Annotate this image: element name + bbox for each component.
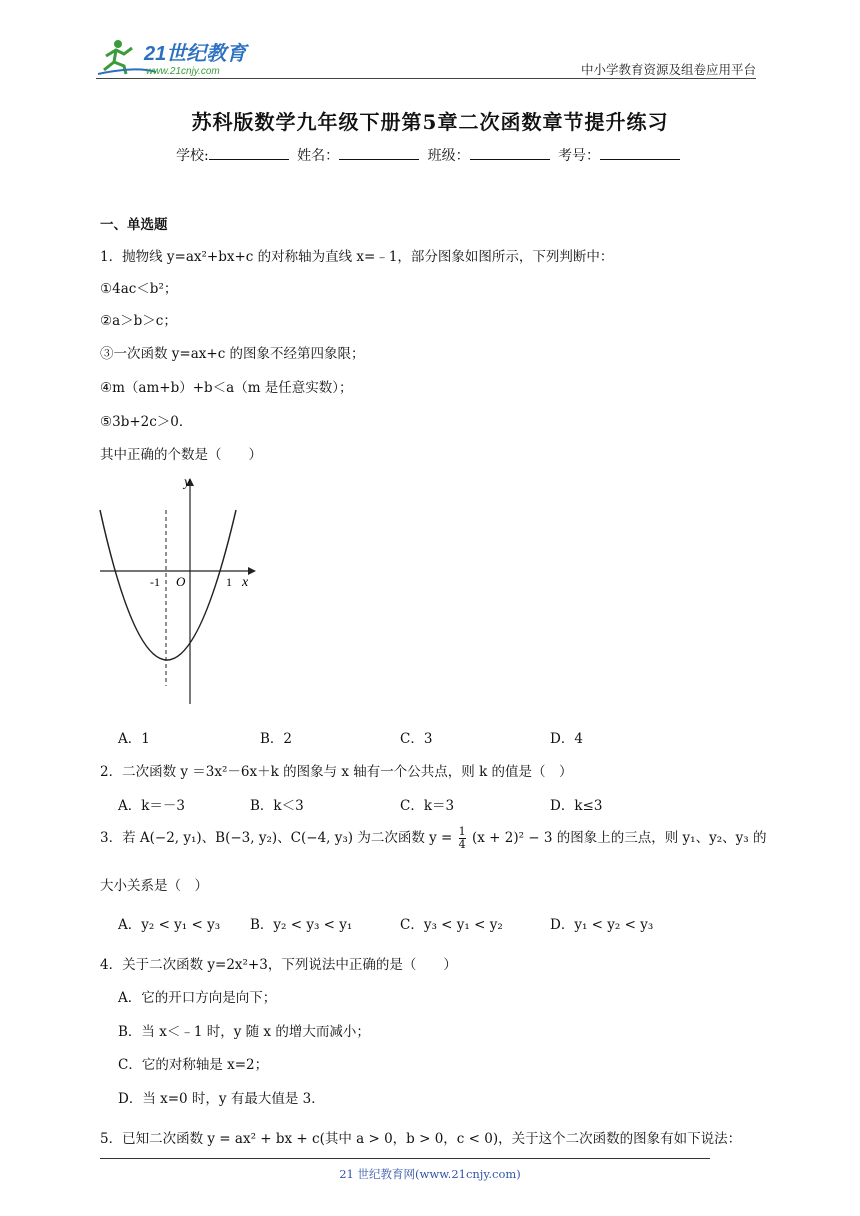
footer-divider [100,1158,710,1159]
y-axis-label: y [184,475,191,490]
q2-option-b[interactable]: B．k＜3 [250,798,304,814]
student-info [0,145,860,165]
name-blank[interactable] [339,146,419,160]
q3-fraction [459,826,466,851]
header-divider [96,78,756,79]
section-heading: 一、单选题 [100,217,168,233]
q4-option-c[interactable]: C．它的对称轴是 x=2； [118,1057,269,1073]
q4-option-b[interactable]: B．当 x＜﹣1 时，y 随 x 的增大而减小； [118,1024,370,1040]
q3-option-a[interactable]: A．y₂ < y₁ < y₃ [118,917,221,933]
x-axis-label: x [242,575,249,590]
platform-label: 中小学教育资源及组卷应用平台 [580,62,756,77]
class-blank[interactable] [470,146,550,160]
q1-option-b[interactable]: B．2 [260,731,293,747]
q3-frac-num: 1 [458,825,466,838]
q2-option-c[interactable]: C．k＝3 [400,798,455,814]
q1-ask: 其中正确的个数是（ ） [100,447,262,463]
q4-option-d[interactable]: D．当 x=0 时，y 有最大值是 3． [118,1091,325,1107]
school-blank[interactable] [209,146,289,160]
tick-label-1: 1 [226,575,232,589]
q1-option-a[interactable]: A．1 [118,731,150,747]
q2-stem: 2．二次函数 y ＝3x²－6x＋k 的图象与 x 轴有一个公共点，则 k 的值是（ ） [100,764,573,780]
q3-stem-b: (x + 2)² − 3 的图象上的三点，则 y₁、y₂、y₃ 的 [471,830,767,846]
q4-option-a[interactable]: A．它的开口方向是向下； [118,990,277,1006]
logo [96,36,256,80]
logo-wordmark: 21世纪教育 [144,43,247,65]
q2-option-d[interactable]: D．k≤3 [550,798,603,814]
tick-label-neg1: -1 [150,575,160,589]
exam-no-label: 考号： [558,148,601,164]
q3-stem-c: 大小关系是（ ） [100,878,208,894]
q3-stem-a: 3．若 A(−2, y₁)、B(−3, y₂)、C(−4, y₃) 为二次函数 y = [100,830,453,846]
q1-statement-4: ④m（am+b）+b＜a（m 是任意实数）； [100,380,353,396]
parabola-graph [96,470,256,706]
parabola-curve [100,510,236,660]
logo-url: www.21cnjy.com [146,66,220,77]
class-label: 班级： [427,148,470,164]
footer-link[interactable]: 21 世纪教育网(www.21cnjy.com) [339,1167,521,1181]
q1-statement-3: ③一次函数 y=ax+c 的图象不经第四象限； [100,346,365,362]
q1-option-c[interactable]: C．3 [400,731,433,747]
origin-label: O [176,574,186,589]
name-label: 姓名： [297,148,340,164]
q3-stem [100,826,766,851]
q4-stem: 4．关于二次函数 y=2x²+3，下列说法中正确的是（ ） [100,957,457,973]
q3-option-d[interactable]: D．y₁ < y₂ < y₃ [550,917,654,933]
school-label: 学校: [175,148,209,164]
q3-frac-den: 4 [458,838,466,851]
q1-statement-2: ②a＞b＞c； [100,313,177,329]
q3-option-c[interactable]: C．y₃ < y₁ < y₂ [400,917,503,933]
q1-option-d[interactable]: D．4 [550,731,583,747]
q5-stem: 5．已知二次函数 y = ax² + bx + c(其中 a > 0，b > 0，c < 0)，关于这个二次函数的图象有如下说法： [100,1131,742,1147]
q1-statement-5: ⑤3b+2c＞0． [100,414,193,430]
page-title: 苏科版数学九年级下册第5章二次函数章节提升练习 [191,110,669,134]
q1-statement-1: ①4ac＜b²； [100,281,178,297]
q2-option-a[interactable]: A．k＝－3 [118,798,186,814]
exam-no-blank[interactable] [600,146,680,160]
q1-stem: 1．抛物线 y=ax²+bx+c 的对称轴为直线 x=﹣1，部分图象如图所示，下列判断中： [100,249,614,265]
q3-option-b[interactable]: B．y₂ < y₃ < y₁ [250,917,353,933]
x-axis-arrow [248,567,256,575]
